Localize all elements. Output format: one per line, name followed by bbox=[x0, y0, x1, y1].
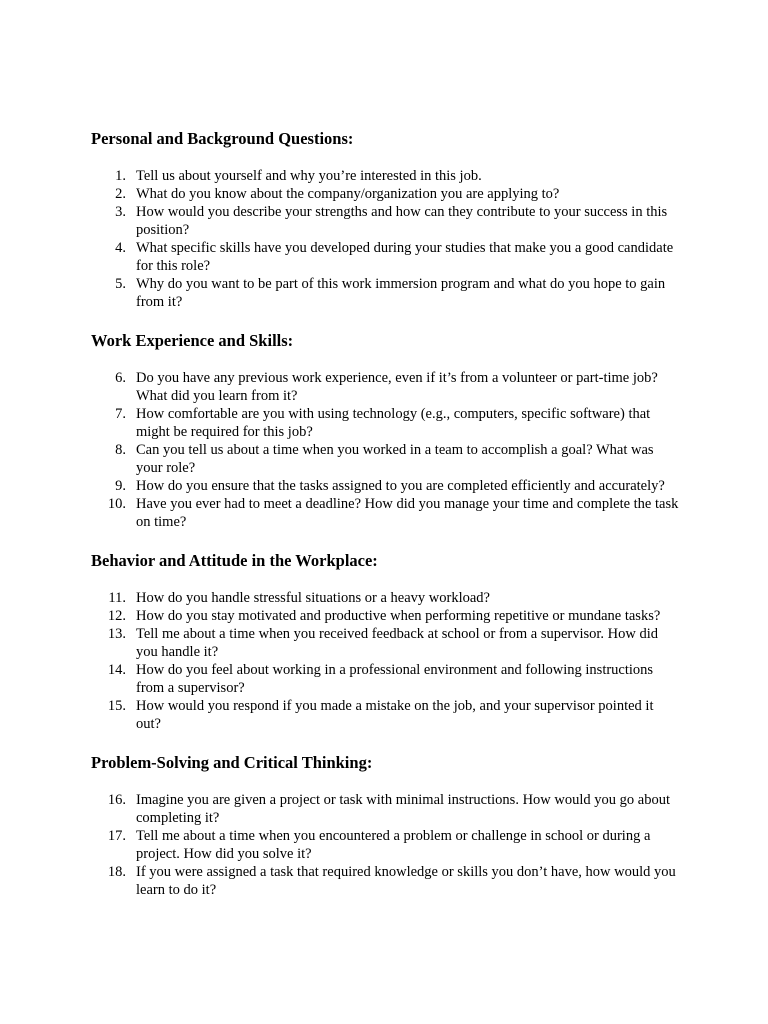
item-number: 9. bbox=[115, 478, 126, 494]
list-item bbox=[91, 185, 681, 203]
question-text: Tell me about a time when you received feedback at school or from a supervisor. How did you handle it? bbox=[136, 626, 659, 660]
question-text: How do you ensure that the tasks assigned to you are completed efficiently and accurately? bbox=[136, 478, 665, 494]
list-item bbox=[91, 477, 681, 495]
list-item bbox=[91, 405, 681, 441]
item-number: 12. bbox=[107, 608, 126, 624]
item-number: 11. bbox=[108, 590, 126, 606]
list-item bbox=[91, 661, 681, 697]
question-text: Have you ever had to meet a deadline? How did you manage your time and complete the task on time? bbox=[136, 496, 679, 530]
item-number: 8. bbox=[115, 442, 126, 458]
item-number: 18. bbox=[107, 864, 126, 880]
list-item bbox=[91, 863, 681, 899]
section-title: Problem-Solving and Critical Thinking: bbox=[91, 753, 373, 772]
item-number: 6. bbox=[115, 370, 126, 386]
list-item bbox=[91, 791, 681, 827]
list-item bbox=[91, 607, 681, 625]
item-number: 15. bbox=[107, 698, 126, 714]
question-text: What specific skills have you developed during your studies that make you a good candidate for this role? bbox=[136, 240, 674, 274]
list-item bbox=[91, 239, 681, 275]
item-number: 1. bbox=[115, 168, 126, 184]
question-text: Tell us about yourself and why you’re interested in this job. bbox=[136, 168, 482, 184]
item-number: 13. bbox=[107, 626, 126, 642]
question-text: How do you stay motivated and productive when performing repetitive or mundane tasks? bbox=[136, 608, 661, 624]
list-item bbox=[91, 369, 681, 405]
question-text: How would you respond if you made a mistake on the job, and your supervisor pointed it out? bbox=[136, 698, 654, 732]
question-text: How do you handle stressful situations or a heavy workload? bbox=[136, 590, 490, 606]
question-text: Tell me about a time when you encountered a problem or challenge in school or during a project. How did you solve it? bbox=[136, 828, 651, 862]
question-text: How would you describe your strengths and how can they contribute to your success in this position? bbox=[136, 204, 668, 238]
question-text: How comfortable are you with using technology (e.g., computers, specific software) that might be required for this job? bbox=[136, 406, 651, 440]
list-item bbox=[91, 827, 681, 863]
list-item bbox=[91, 441, 681, 477]
item-number: 3. bbox=[115, 204, 126, 220]
section-title: Work Experience and Skills: bbox=[91, 331, 294, 350]
question-list bbox=[91, 791, 681, 899]
item-number: 7. bbox=[115, 406, 126, 422]
question-text: Can you tell us about a time when you worked in a team to accomplish a goal? What was your role? bbox=[136, 442, 654, 476]
list-item bbox=[91, 625, 681, 661]
item-number: 2. bbox=[115, 186, 126, 202]
item-number: 10. bbox=[107, 496, 126, 512]
item-number: 14. bbox=[107, 662, 126, 678]
list-item bbox=[91, 275, 681, 311]
section-title: Personal and Background Questions: bbox=[91, 129, 354, 148]
item-number: 16. bbox=[107, 792, 126, 808]
question-text: Imagine you are given a project or task with minimal instructions. How would you go about completing it? bbox=[136, 792, 670, 826]
list-item bbox=[91, 203, 681, 239]
list-item bbox=[91, 495, 681, 531]
list-item bbox=[91, 589, 681, 607]
section-title: Behavior and Attitude in the Workplace: bbox=[91, 551, 378, 570]
question-list bbox=[91, 369, 681, 531]
question-text: What do you know about the company/organization you are applying to? bbox=[136, 186, 560, 202]
list-item bbox=[91, 167, 681, 185]
question-text: How do you feel about working in a professional environment and following instructions from a supervisor? bbox=[136, 662, 654, 696]
question-text: If you were assigned a task that required knowledge or skills you don’t have, how would you learn to do it? bbox=[136, 864, 676, 898]
item-number: 4. bbox=[115, 240, 126, 256]
list-item bbox=[91, 697, 681, 733]
question-list bbox=[91, 589, 681, 733]
question-text: Why do you want to be part of this work immersion program and what do you hope to gain from it? bbox=[136, 276, 666, 310]
question-list bbox=[91, 167, 681, 311]
item-number: 5. bbox=[115, 276, 126, 292]
document-content bbox=[91, 128, 681, 918]
item-number: 17. bbox=[107, 828, 126, 844]
question-text: Do you have any previous work experience, even if it’s from a volunteer or part-time job? What did you learn from it? bbox=[136, 370, 658, 404]
